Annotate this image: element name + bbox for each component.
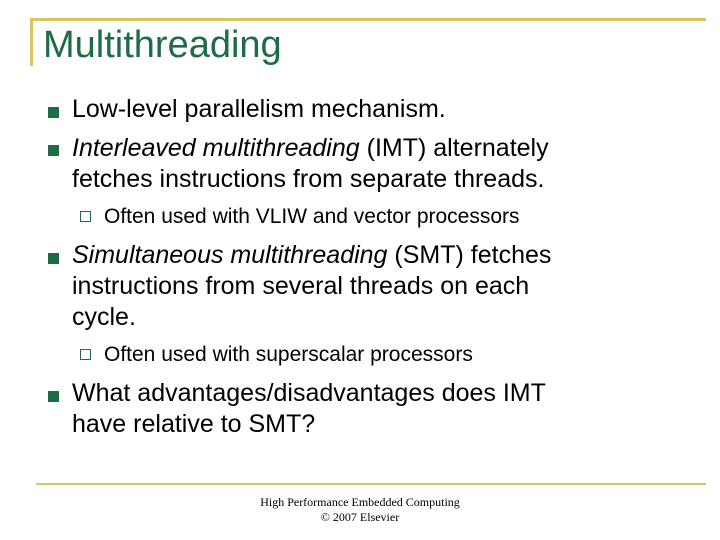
bullet-item-3: [72, 240, 551, 333]
bullet-line: instructions from several threads on each: [72, 272, 530, 300]
square-bullet-icon: [48, 145, 59, 156]
bullet-line-rest: (SMT) fetches: [387, 241, 552, 269]
emphasis-term: Interleaved multithreading: [72, 134, 360, 162]
bullet-line: [72, 133, 549, 164]
sub-bullet-text: Often used with superscalar processors: [104, 343, 473, 366]
footer-copyright: © 2007 Elsevier: [320, 510, 400, 524]
square-bullet-icon: [48, 253, 59, 264]
hollow-square-bullet-icon: [80, 211, 91, 222]
square-bullet-icon: [48, 107, 59, 118]
bullet-line: What advantages/disadvantages does IMT: [72, 379, 546, 407]
footer: [200, 495, 520, 525]
bullet-line: [72, 240, 551, 271]
square-bullet-icon: [48, 391, 59, 402]
emphasis-term: Simultaneous multithreading: [72, 241, 388, 269]
sub-bullet-item-1: [104, 204, 520, 230]
footer-book-title: High Performance Embedded Computing: [260, 495, 460, 509]
bullet-item-1: [72, 94, 446, 125]
footer-rule: [36, 483, 706, 485]
bullet-line-rest: (IMT) alternately: [359, 134, 549, 162]
bullet-line: cycle.: [72, 303, 136, 331]
bullet-text: Low-level parallelism mechanism.: [72, 95, 446, 123]
sub-bullet-text: Often used with VLIW and vector processors: [104, 205, 520, 228]
slide-title: Multithreading: [43, 24, 282, 66]
bullet-line: fetches instructions from separate threads.: [72, 165, 545, 193]
sub-bullet-item-2: [104, 342, 473, 368]
bullet-item-4: [72, 378, 546, 440]
bullet-item-2: [72, 133, 549, 195]
bullet-line: have relative to SMT?: [72, 410, 316, 438]
hollow-square-bullet-icon: [80, 349, 91, 360]
